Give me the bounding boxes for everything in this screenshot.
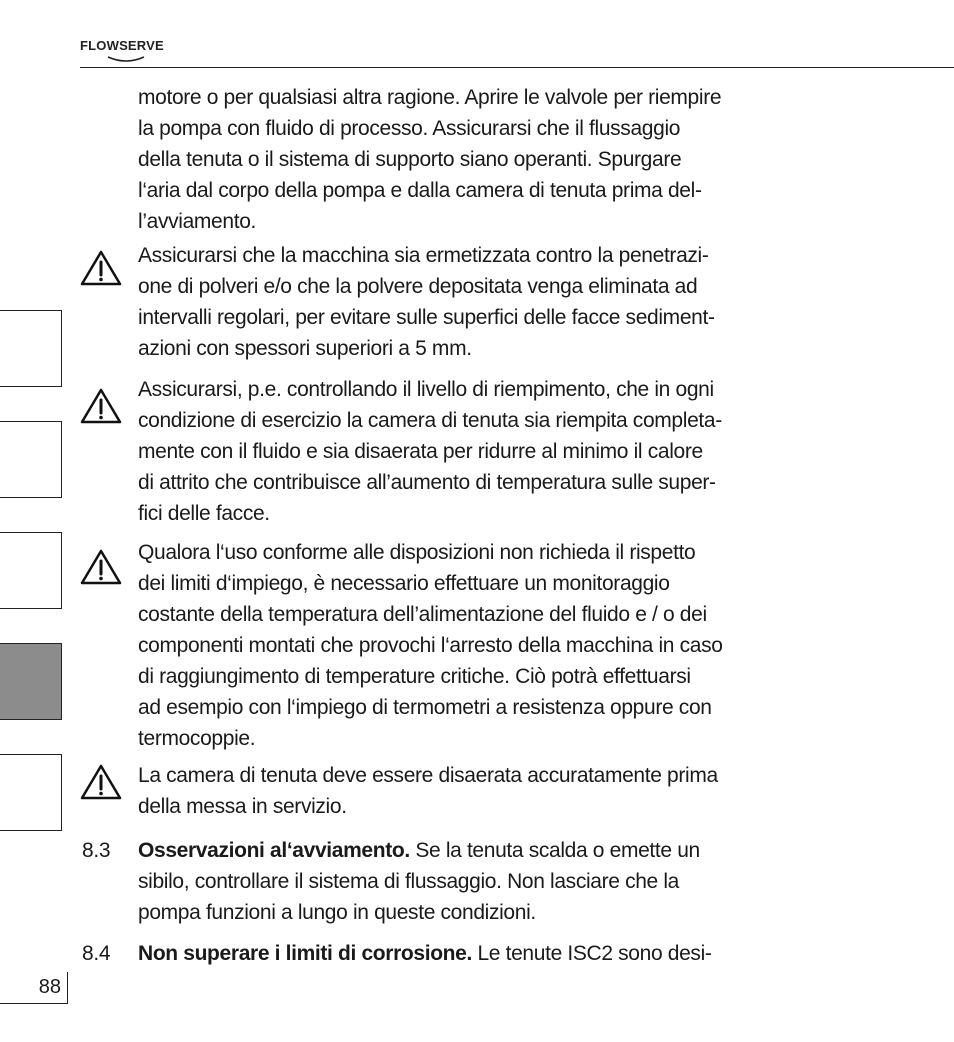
warning-deaeration-text: La camera di tenuta deve essere disaerata accuratamente prima della messa in servizio. [138, 764, 718, 818]
section-heading: Osservazioni al‘avviamento. [138, 839, 410, 862]
page-number: 88 [0, 972, 68, 1004]
side-tab-4-active[interactable] [0, 643, 62, 720]
flowserve-logo: FLOWSERVE [80, 38, 164, 53]
section-8-4-text: Non superare i limiti di corrosione. Le tenute ISC2 sono desi- [138, 942, 712, 965]
section-heading: Non superare i limiti di corrosione. [138, 942, 472, 965]
side-tab-2[interactable] [0, 421, 62, 498]
side-tab-3[interactable] [0, 532, 62, 609]
section-number: 8.3 [82, 839, 111, 862]
warning-triangle-icon [80, 250, 122, 286]
side-tab-5[interactable] [0, 754, 62, 831]
logo-swoosh-icon [106, 54, 146, 64]
header-rule [80, 67, 954, 68]
paragraph-intro: motore o per qualsiasi altra ragione. Aprire le valvole per riempire la pompa con fluido di processo. Assicurarsi che il flussaggio della tenuta o il sistema di supporto siano operanti. Spurgare l‘aria dal corpo della pompa e dalla camera di tenuta prima del- l’avviamento. [138, 86, 722, 233]
warning-fill-level-text: Assicurarsi, p.e. controllando il livello di riempimento, che in ogni condizione di esercizio la camera di tenuta sia riempita completa- mente con il fluido e sia disaerata per ridurre al minimo il calore di attrito che contribuisce all’aumento di temperatura sulle super- fici delle facce. [138, 378, 722, 525]
warning-triangle-icon [80, 764, 122, 800]
section-number: 8.4 [82, 942, 111, 965]
warning-triangle-icon [80, 549, 122, 585]
warning-temperature-text: Qualora l‘uso conforme alle disposizioni non richieda il rispetto dei limiti d‘impiego, è necessario effettuare un monitoraggio costante della temperatura dell’alimentazione del fluido e / o dei componenti montati che provochi l‘arresto della macchina in caso di raggiungimento di temperature critiche. Ciò potrà effettuarsi ad esempio con l‘impiego di termometri a resistenza oppure con termocoppie. [138, 541, 723, 750]
warning-triangle-icon [80, 388, 122, 424]
side-tab-1[interactable] [0, 310, 62, 387]
warning-dust-text: Assicurarsi che la macchina sia ermetizzata contro la penetrazi- one di polveri e/o che la polvere depositata venga eliminata ad intervalli regolari, per evitare sulle superfici delle facce sediment- azioni con spessori superiori a 5 mm. [138, 244, 715, 360]
section-8-3-text: Osservazioni al‘avviamento. Se la tenuta scalda o emette un sibilo, controllare il sistema di flussaggio. Non lasciare che la pompa funzioni a lungo in queste condizioni. [138, 839, 700, 924]
